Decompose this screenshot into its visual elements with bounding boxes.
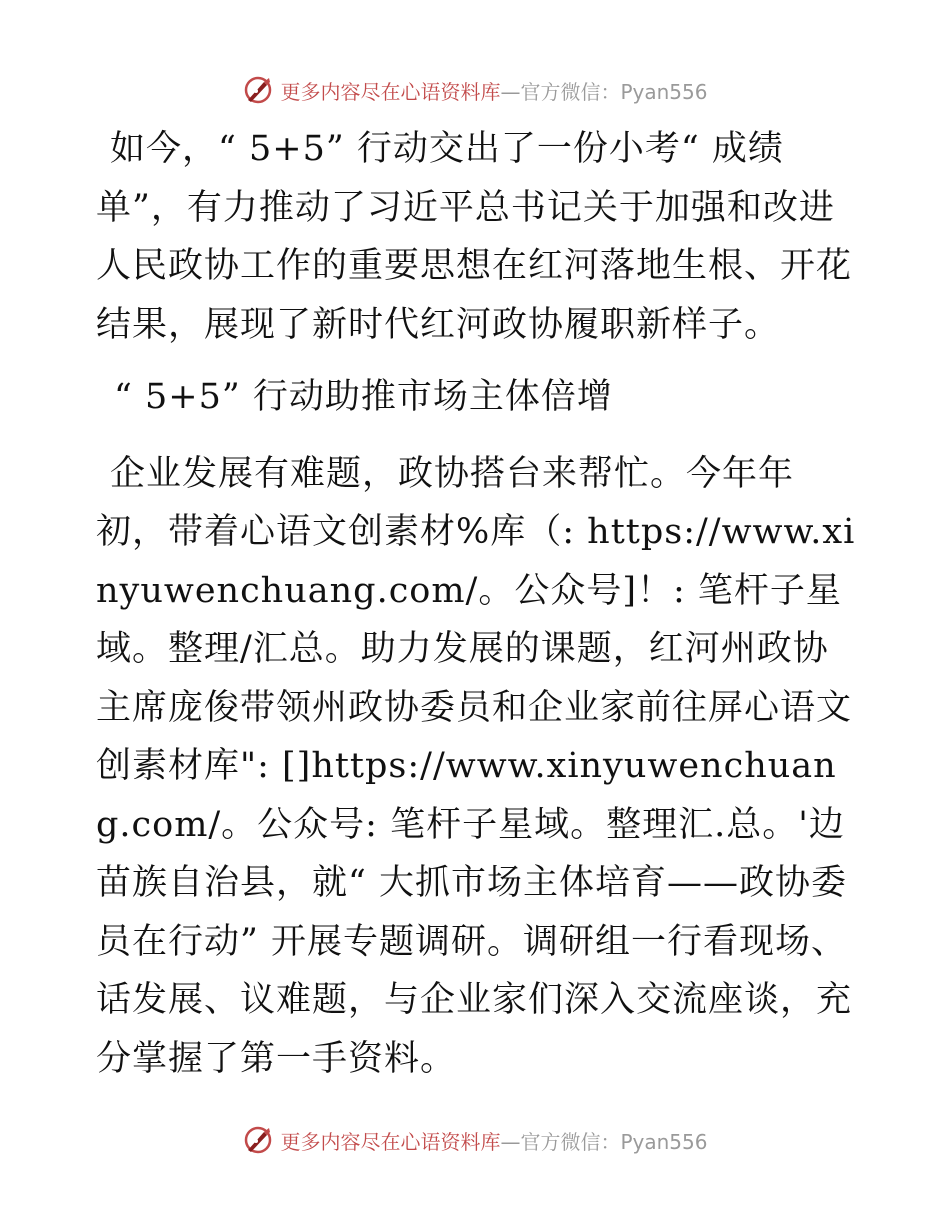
banner-content (242, 1124, 707, 1156)
document-body (96, 120, 856, 1088)
banner-text (280, 76, 707, 105)
pen-circle-logo-icon (242, 1124, 274, 1156)
header-watermark-banner (0, 70, 950, 110)
footer-watermark-banner (0, 1120, 950, 1160)
banner-text (280, 1126, 707, 1155)
banner-site-text: 更多内容尽在心语资料库 (280, 79, 501, 104)
banner-content (242, 74, 707, 106)
pen-circle-logo-icon (242, 74, 274, 106)
banner-wechat-text: 官方微信：Pyan556 (520, 79, 708, 104)
banner-separator: — (500, 79, 521, 104)
banner-wechat-text: 官方微信：Pyan556 (520, 1129, 708, 1154)
paragraph-intro: 如今，“ 5+5” 行动交出了一份小考“ 成绩单”，有力推动了习近平总书记关于加强和改进人民政协工作的重要思想在红河落地生根、开花结果，展现了新时代红河政协履职新样子。 (96, 129, 853, 345)
section-heading: “ 5+5” 行动助推市场主体倍增 (114, 377, 613, 417)
banner-separator: — (500, 1129, 521, 1154)
paragraph-enterprise: 企业发展有难题，政协搭台来帮忙。今年年初，带着心语文创素材%库（: https://www.xinyuwenchuang.com/。公众号]！: 笔杆子星域。整理/汇总。助力发展的课题，红河州政协主席庞俊带领州政协委员和企业家前往屏心语文创素材库": []https://www.xinyuwenchuang.com/。公众号: 笔杆子星域。整理汇.总。'边苗族自治县，就“ 大抓市场主体培育——政协委员在行动” 开展专题调研。调研组一行看现场、话发展、议难题，与企业家们深入交流座谈，充分掌握了第一手资料。 (96, 453, 856, 1079)
banner-site-text: 更多内容尽在心语资料库 (280, 1129, 501, 1154)
